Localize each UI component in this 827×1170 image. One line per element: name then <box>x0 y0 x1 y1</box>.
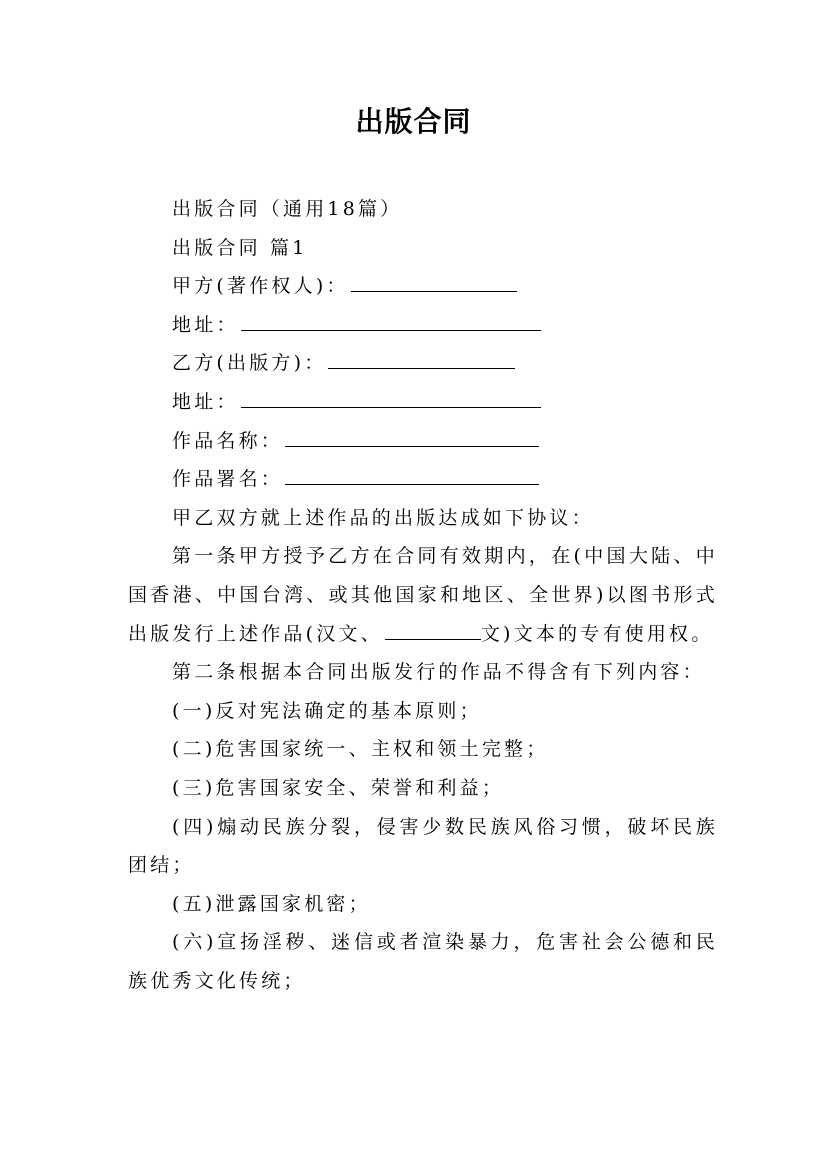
party-b-label: 乙方(出版方)： <box>172 352 327 375</box>
address-a-line <box>128 306 718 345</box>
party-a-label: 甲方(著作权人)： <box>172 275 349 298</box>
work-author-line <box>128 460 718 499</box>
work-author-label: 作品署名： <box>172 468 284 491</box>
article-2-item-2: (二)危害国家统一、主权和领土完整； <box>172 738 549 761</box>
work-title-label: 作品名称： <box>172 429 284 452</box>
article-1-text-b: 文)文本的专有使用权。 <box>480 622 714 645</box>
article-2-item-5: (五)泄露国家机密； <box>172 892 371 915</box>
work-author-blank <box>285 465 539 485</box>
party-b-line <box>128 344 718 383</box>
address-b-blank <box>241 388 541 408</box>
work-title-line <box>128 422 718 461</box>
article-2-item-3: (三)危害国家安全、荣誉和利益； <box>172 776 505 799</box>
article-1 <box>128 537 718 653</box>
article-2-item-1: (一)反对宪法确定的基本原则； <box>172 699 482 722</box>
article-2-item-4: (四)煽动民族分裂，侵害少数民族风俗习惯，破坏民族团结； <box>128 815 718 877</box>
language-blank <box>385 620 481 640</box>
address-a-blank <box>241 311 541 331</box>
address-b-label: 地址： <box>172 390 239 413</box>
address-b-line <box>128 383 718 422</box>
article-1-text-a: 第一条甲方授予乙方在合同有效期内，在(中国大陆、中国香港、中国台湾、或其他国家和地区、全世界)以图书形式出版发行上述作品(汉文、 <box>128 545 718 645</box>
section-heading: 出版合同 篇1 <box>172 236 308 259</box>
work-title-blank <box>285 427 539 447</box>
agreement-intro: 甲乙双方就上述作品的出版达成如下协议： <box>172 506 594 529</box>
address-a-label: 地址： <box>172 313 239 336</box>
party-b-blank <box>328 349 515 369</box>
doc-subtitle: 出版合同（通用18篇） <box>172 198 403 220</box>
party-a-line <box>128 267 718 306</box>
party-a-blank <box>351 272 517 292</box>
article-2-item-6: (六)宣扬淫秽、迷信或者渲染暴力，危害社会公德和民族优秀文化传统； <box>128 931 718 992</box>
document-title: 出版合同 <box>355 105 472 138</box>
document-body <box>128 190 718 1000</box>
article-2: 第二条根据本合同出版发行的作品不得含有下列内容： <box>172 661 705 684</box>
